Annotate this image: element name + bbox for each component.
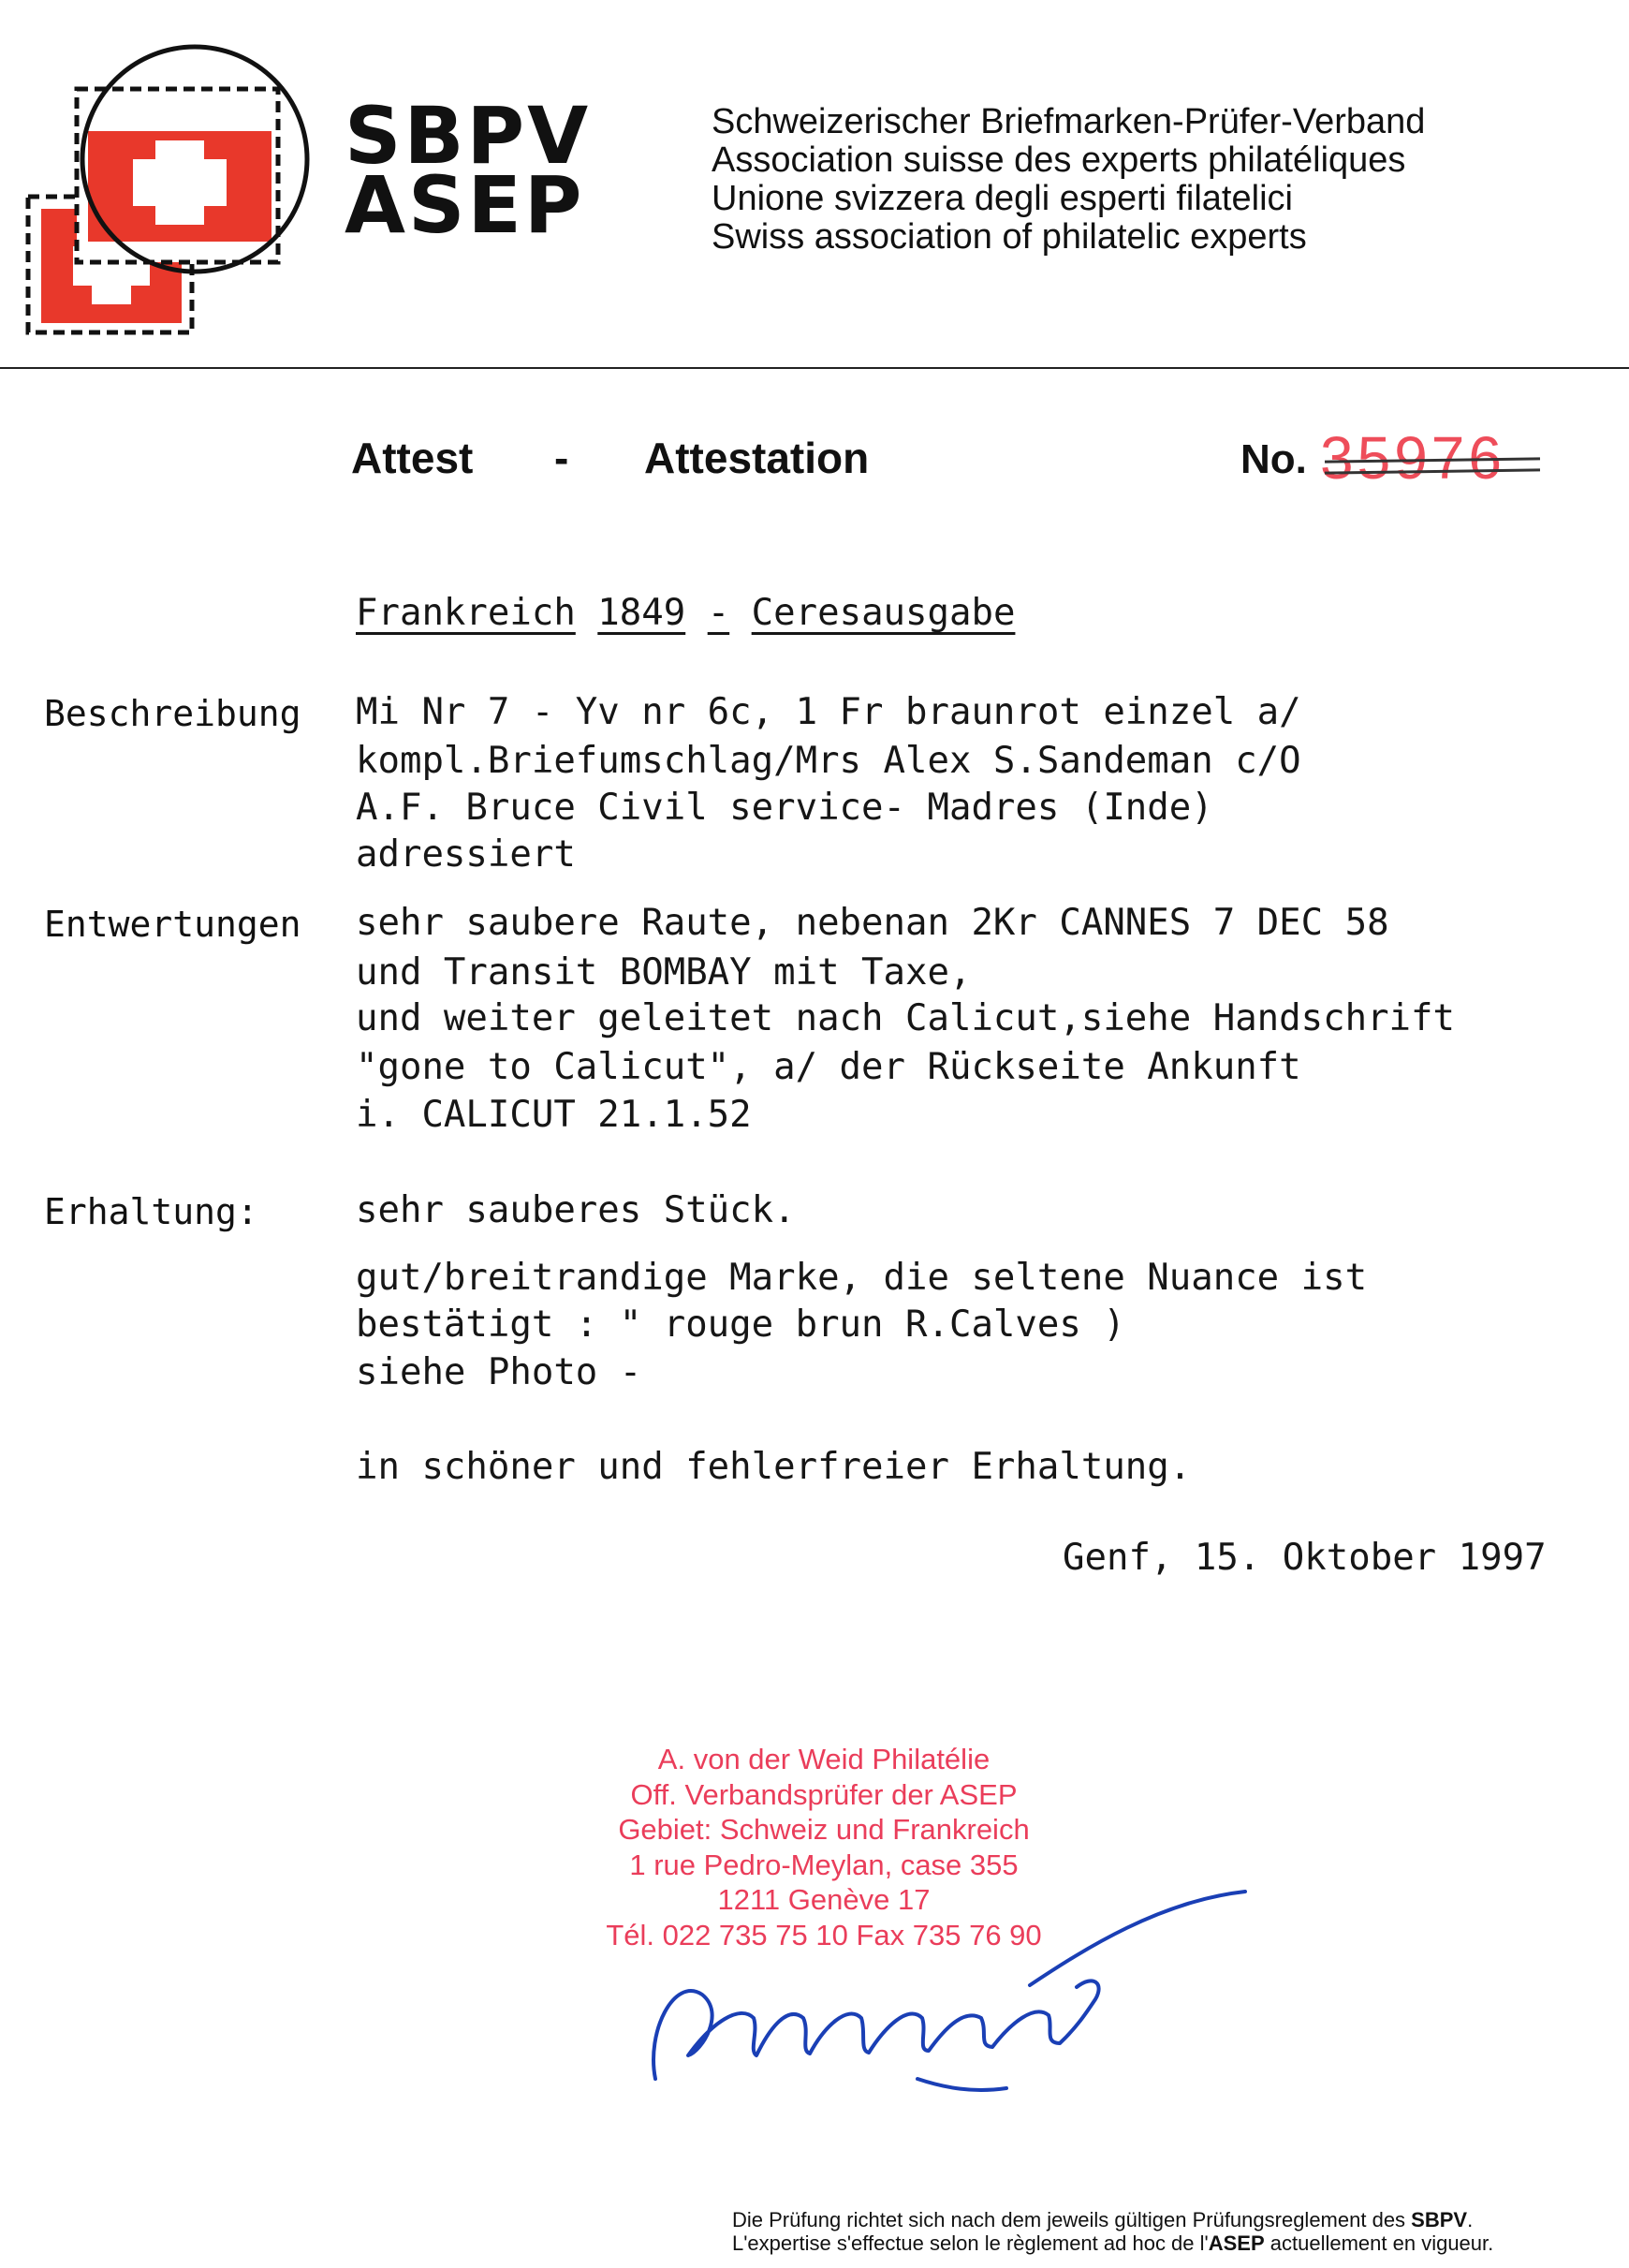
signature <box>637 1863 1273 2107</box>
condition-line: siehe Photo - <box>356 1351 642 1393</box>
cancellations-line: sehr saubere Raute, nebenan 2Kr CANNES 7 DEC 58 <box>356 902 1389 944</box>
description-label: Beschreibung <box>44 693 301 734</box>
description-line: kompl.Briefumschlag/Mrs Alex S.Sandeman c/O <box>356 740 1301 782</box>
number-label: No. <box>1240 436 1307 482</box>
brand-sbpv: SBPV <box>345 90 592 182</box>
stamp-line: Tél. 022 735 75 10 Fax 735 76 90 <box>606 1918 1042 1951</box>
description-line: Mi Nr 7 - Yv nr 6c, 1 Fr braunrot einzel a/ <box>356 691 1301 733</box>
condition-line: gut/breitrandige Marke, die seltene Nuance ist <box>356 1257 1368 1299</box>
stamp-line: 1211 Genève 17 <box>717 1883 931 1916</box>
cancellations-label: Entwertungen <box>44 904 301 945</box>
title-dash: - <box>554 434 569 482</box>
association-name-en: Swiss association of philatelic experts <box>712 217 1307 257</box>
association-names <box>712 103 1425 257</box>
condition-line: sehr sauberes Stück. <box>356 1189 796 1231</box>
heading-year: 1849 <box>597 592 686 634</box>
heading-country: Frankreich <box>356 592 576 634</box>
heading-dash: - <box>707 592 730 634</box>
condition-line: in schöner und fehlerfreier Erhaltung. <box>356 1446 1192 1488</box>
association-name-fr: Association suisse des experts philatéliques <box>712 140 1406 180</box>
sbpv-logo <box>17 19 316 342</box>
condition-line: bestätigt : " rouge brun R.Calves ) <box>356 1303 1125 1346</box>
stamp-line: 1 rue Pedro-Meylan, case 355 <box>629 1848 1019 1881</box>
cancellations-line: und Transit BOMBAY mit Taxe, <box>356 951 972 994</box>
footer-line-de <box>732 2208 1493 2231</box>
certificate-number: 35976 <box>1320 424 1505 492</box>
association-name-it: Unione svizzera degli esperti filatelici <box>712 179 1293 218</box>
stamp-line: Gebiet: Schweiz und Frankreich <box>618 1813 1030 1846</box>
swiss-cross-stamp-icon <box>17 19 316 342</box>
footer-line-fr <box>732 2231 1493 2255</box>
cancellations-line: i. CALICUT 21.1.52 <box>356 1094 752 1136</box>
cancellations-line: und weiter geleitet nach Calicut,siehe Handschrift <box>356 997 1455 1039</box>
brand-acronyms <box>345 90 592 251</box>
association-name-de: Schweizerischer Briefmarken-Prüfer-Verband <box>712 102 1426 141</box>
footer-text: actuellement en vigueur. <box>1264 2231 1494 2255</box>
footer-text: Die Prüfung richtet sich nach dem jeweils gültigen Prüfungsreglement des <box>732 2208 1412 2231</box>
cancellations-line: "gone to Calicut", a/ der Rückseite Ankunft <box>356 1046 1301 1088</box>
heading-issue: Ceresausgabe <box>751 592 1016 634</box>
place-date: Genf, 15. Oktober 1997 <box>1063 1537 1547 1579</box>
footer-text: . <box>1467 2208 1474 2231</box>
footer-note <box>732 2208 1493 2255</box>
footer-text: L'expertise s'effectue selon le règlement ad hoc de l' <box>732 2231 1209 2255</box>
footer-bold: ASEP <box>1208 2231 1265 2255</box>
footer-bold: SBPV <box>1411 2208 1468 2231</box>
title-attestation: Attestation <box>644 434 870 482</box>
description-line: adressiert <box>356 833 576 876</box>
description-line: A.F. Bruce Civil service- Madres (Inde) <box>356 787 1213 829</box>
stamp-line: Off. Verbandsprüfer der ASEP <box>630 1777 1018 1811</box>
item-heading <box>356 592 1015 634</box>
stamp-line: A. von der Weid Philatélie <box>657 1743 991 1775</box>
title-attest: Attest <box>351 434 474 482</box>
header-divider <box>0 367 1629 369</box>
brand-asep: ASEP <box>345 159 585 251</box>
condition-label: Erhaltung: <box>44 1191 258 1232</box>
